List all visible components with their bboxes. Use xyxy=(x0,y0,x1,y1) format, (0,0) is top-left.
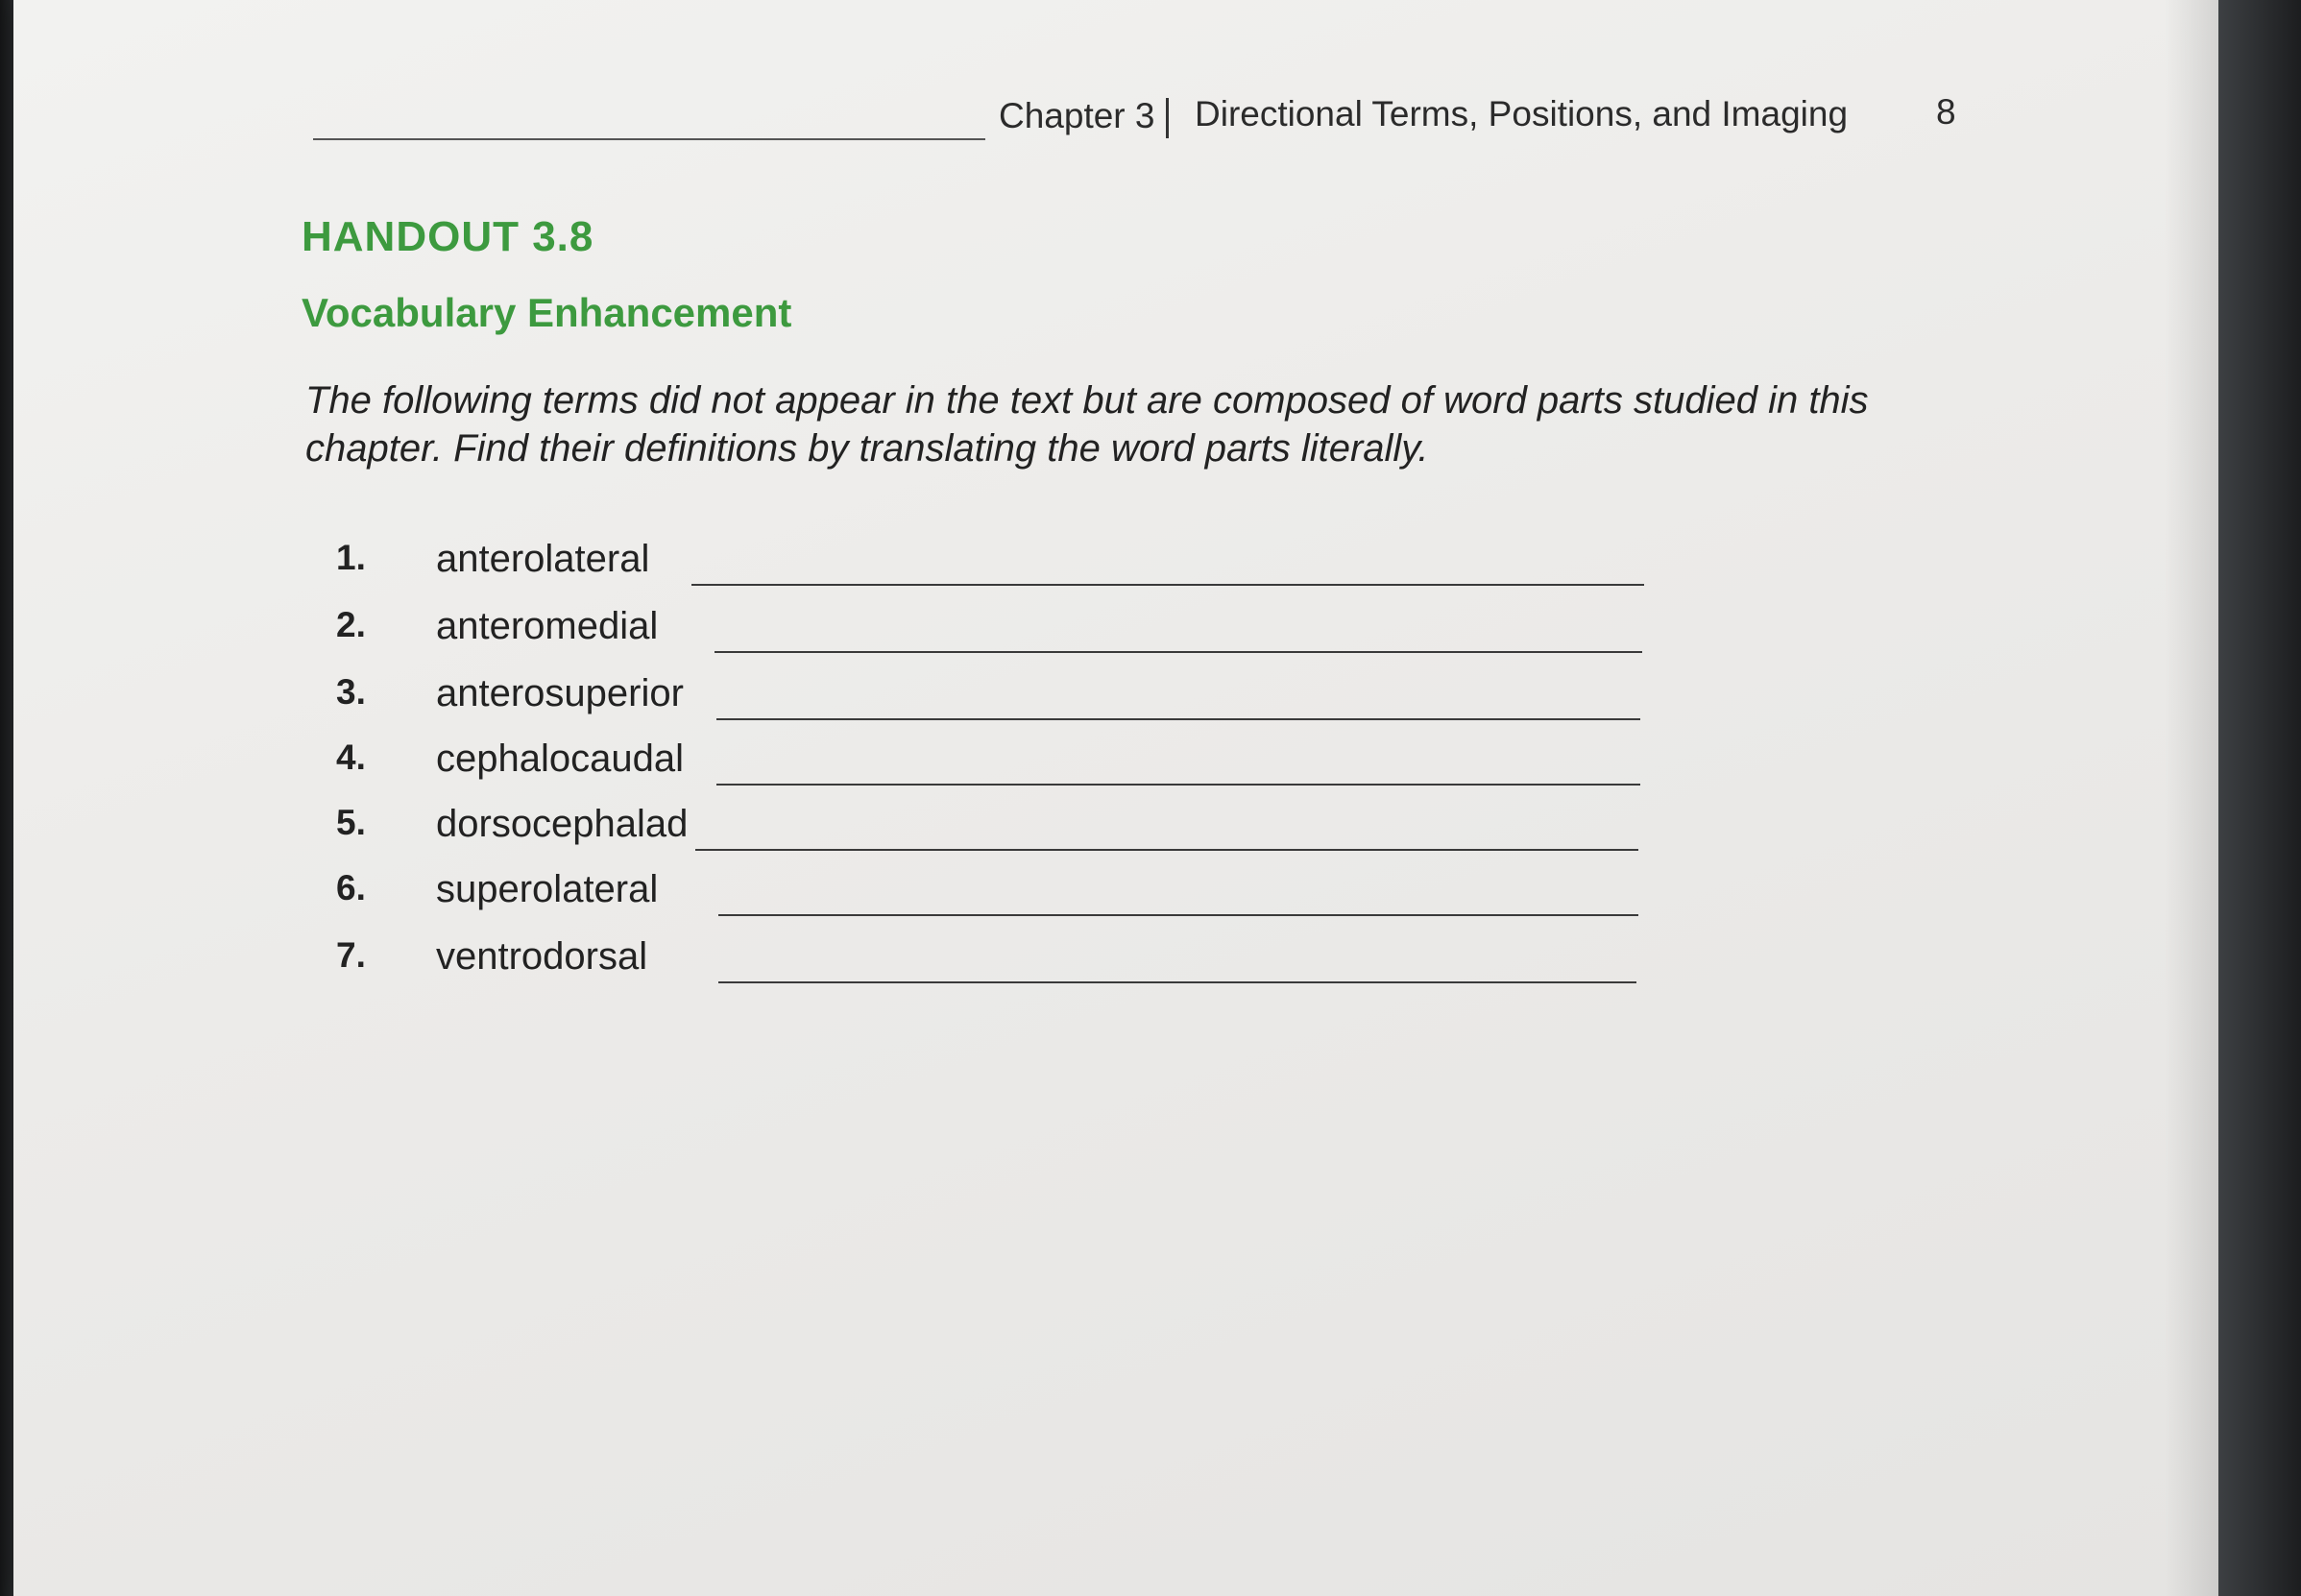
running-head-divider xyxy=(1166,98,1169,138)
term-number: 5. xyxy=(336,803,366,842)
answer-line[interactable] xyxy=(695,849,1638,851)
term-word: ventrodorsal xyxy=(436,935,648,978)
term-word: anterolateral xyxy=(436,538,650,580)
term-word: dorsocephalad xyxy=(436,803,689,845)
instructions-text: The following terms did not appear in the text but are composed of word parts studied in this chapter. Find their definitions by translating the word parts literally. xyxy=(305,379,1869,470)
term-number: 2. xyxy=(336,605,366,644)
term-number: 7. xyxy=(336,935,366,975)
term-item xyxy=(336,803,1681,860)
term-number: 6. xyxy=(336,868,366,907)
answer-line[interactable] xyxy=(715,651,1642,653)
answer-line[interactable] xyxy=(718,914,1638,916)
handout-label: HANDOUT 3.8 xyxy=(302,213,594,260)
answer-line[interactable] xyxy=(691,584,1644,586)
term-number: 1. xyxy=(336,538,366,577)
term-list xyxy=(336,538,1681,1018)
term-item xyxy=(336,605,1681,663)
term-item xyxy=(336,868,1681,926)
section-title: Vocabulary Enhancement xyxy=(302,290,792,335)
answer-line[interactable] xyxy=(716,784,1640,786)
term-number: 3. xyxy=(336,672,366,712)
page-number: 8 xyxy=(1936,92,1956,132)
background-right-edge xyxy=(2218,0,2301,1596)
running-head-rule xyxy=(313,138,985,140)
term-item xyxy=(336,738,1681,795)
chapter-title: Directional Terms, Positions, and Imaging xyxy=(1195,94,1849,133)
term-item xyxy=(336,935,1681,993)
term-word: superolateral xyxy=(436,868,659,910)
term-number: 4. xyxy=(336,738,366,777)
term-item xyxy=(336,538,1681,595)
term-item xyxy=(336,672,1681,730)
term-word: cephalocaudal xyxy=(436,738,684,780)
answer-line[interactable] xyxy=(718,981,1636,983)
answer-line[interactable] xyxy=(716,718,1640,720)
term-word: anteromedial xyxy=(436,605,659,647)
chapter-label: Chapter 3 xyxy=(999,96,1155,135)
term-word: anterosuperior xyxy=(436,672,684,714)
running-head xyxy=(313,92,1965,150)
